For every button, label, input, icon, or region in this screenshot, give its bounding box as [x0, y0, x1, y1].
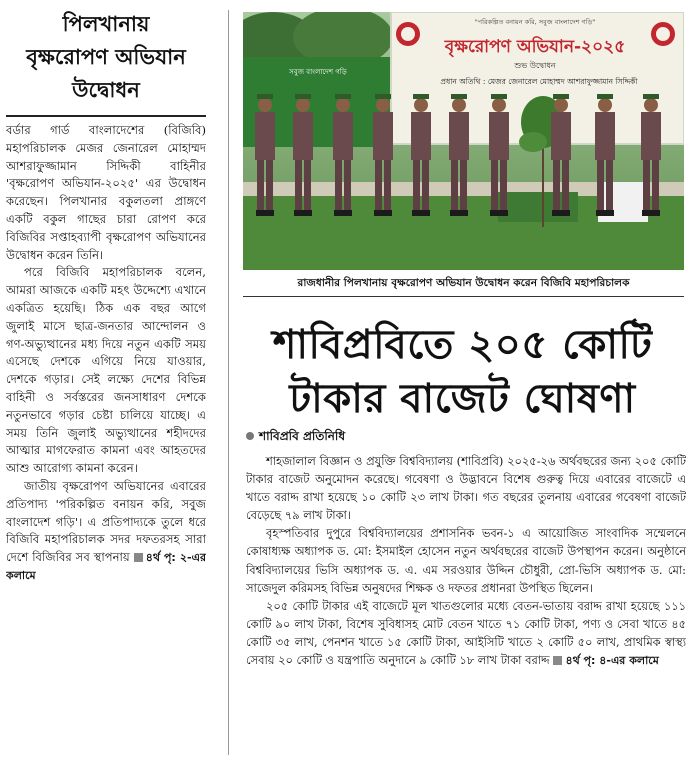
left-article-headline	[6, 8, 206, 117]
banner-title: বৃক্ষরোপণ অভিযান-২০২৫	[444, 37, 626, 57]
left-article	[6, 8, 206, 760]
byline-text: শাবিপ্রবি প্রতিনিধি	[259, 429, 346, 443]
banner-subtitle: শুভ উদ্বোধন	[514, 61, 556, 70]
main-paragraph-1: শাহজালাল বিজ্ঞান ও প্রযুক্তি বিশ্ববিদ্যালয় (শাবিপ্রবি) ২০২৫-২৬ অর্থবছরের জন্য ২০৫ কোটি টাকার বাজেট অনুমোদন করেছে। গবেষণা ও উদ্ভাবনে বিশেষ গুরুত্ব দিয়ে এবারের বাজেটে এ খাতে বরাদ্দ রাখা হয়েছে ১০ কোটি ২৩ লাখ টাকা। গত বছরের তুলনায় এবারের গবেষণা বাজেট বেড়েছে ৭৯ লাখ টাকা।	[246, 454, 686, 523]
main-paragraph-3-text: ২০৫ কোটি টাকার এই বাজেটে মূল খাতগুলোর মধ্যে বেতন-ভাতায় বরাদ্দ রাখা হয়েছে ১১১ কোটি ৯০ লাখ টাকা, বিশেষ সুবিধাসহ মোট বেতন খাতে ৭১ কোটি টাকা, পণ্য ও সেবা খাতে ৪৫ কোটি ৩৫ লাখ, পেনশন খাতে ১৫ কোটি টাকা, আইসিটি খাতে ২ কোটি ৫০ লাখ, প্রাথমিক স্বাস্থ্য সেবায় ২০ কোটি ও যন্ত্রপাতি অনুদানে ৯ কোটি ১৮ লাখ টাকা বরাদ্দ	[246, 598, 686, 668]
left-headline-line-3: উদ্বোধন	[72, 78, 140, 102]
left-paragraph-3-text: জাতীয় বৃক্ষরোপণ অভিযানের এবারের প্রতিপাদ্য 'পরিকল্পিত বনায়ন করি, সবুজ বাংলাদেশ গড়ি'। এ প্রতিপাদ্যকে তুলে ধরে বিজিবি মহাপরিচালক সদর দফতরসহ সারা দেশে বিজিবির সব স্থাপনায়	[6, 478, 206, 565]
photo-caption: রাজধানীর পিলখানায় বৃক্ষরোপণ অভিযান উদ্বোধন করেন বিজিবি মহাপরিচালক	[243, 274, 684, 297]
left-headline-line-2: বৃক্ষরোপণ অভিযান	[26, 45, 186, 69]
left-paragraph-1: বর্ডার গার্ড বাংলাদেশের (বিজিবি) মহাপরিচালক মেজর জেনারেল মোহাম্মদ আশরাফুজ্জামান সিদ্দিকী বাহিনীর 'বৃক্ষরোপণ অভিযান-২০২৫' এর উদ্বোধন করেছেন। পিলখানার বকুলতলা প্রাঙ্গণে একটি বকুল গাছের চারা রোপণ করে বিজিবির সপ্তাহব্যাপী বৃক্ষরোপণ অভিযানের উদ্বোধন করেন তিনি।	[6, 123, 206, 262]
byline	[246, 428, 686, 444]
column-divider	[228, 10, 229, 755]
main-jump-link[interactable]: ৪র্থ পৃ: ৪-এর কলামে	[565, 654, 659, 668]
left-jump-link[interactable]: ৪র্থ পৃ: ২-এর কলামে	[6, 551, 206, 582]
main-headline-line-1: শাবিপ্রবিতে ২০৫ কোটি	[272, 322, 653, 368]
main-paragraph-2: বৃহস্পতিবার দুপুরে বিশ্ববিদ্যালয়ের প্রশাসনিক ভবন-১ এ আয়োজিত সাংবাদিক সম্মেলনে কোষাধ্যক্ষ অধ্যাপক ড. মো: ইসমাইল হোসেন নতুন অর্থবছরের বাজেট উপস্থাপন করেন। অনুষ্ঠানে বিশ্ববিদ্যালয়ের ভিসি অধ্যাপক ড. এ. এম সরওয়ার উদ্দিন চৌধুরী, প্রো-ভিসি অধ্যাপক ড. মো: সাজেদুল করিমসহ বিভিন্ন অনুষদের শিক্ষক ও দফতর প্রধানরা উপস্থিত ছিলেন।	[246, 526, 686, 595]
main-headline-line-2: টাকার বাজেট ঘোষণা	[289, 376, 636, 422]
main-paragraph-3	[246, 597, 686, 670]
banner-top-line: "পরিকল্পিত বনায়ন করি, সবুজ বাংলাদেশ গড়ি"	[474, 18, 596, 26]
left-headline-line-1: পিলখানায়	[62, 12, 150, 36]
bullet-icon	[246, 432, 254, 440]
left-banner-text: সবুজ বাংলাদেশ গড়ি	[289, 68, 347, 76]
main-article-body	[246, 452, 686, 758]
left-paragraph-3	[6, 478, 206, 585]
left-paragraph-2: পরে বিজিবি মহাপরিচালক বলেন, আমরা আজকে একটি মহৎ উদ্দেশ্যে এখানে একত্রিত হয়েছি। ঠিক এক বছর আগে জুলাই মাসে ছাত্র-জনতার আন্দোলন ও গণ-অভ্যুত্থানের মধ্য দিয়ে নতুন একটি সময় এসেছে দেশকে এগিয়ে নিয়ে যাওয়ার, দেশকে গড়ার। সেই লক্ষ্যে দেশের বিভিন্ন বাহিনী ও সর্বস্তরের জনসাধারণ দেশকে নতুনভাবে গড়ার চেষ্টা চালিয়ে যাচ্ছে। এ সময় তিনি জুলাই অভ্যুত্থানের শহীদদের আত্মার মাগফেরাত কামনা এবং আহতদের আশু আরোগ্য কামনা করেন।	[6, 265, 206, 476]
main-article-headline	[240, 318, 685, 426]
jump-square-icon	[134, 553, 143, 562]
event-photo-illustration	[243, 12, 684, 270]
jump-square-icon	[553, 656, 562, 665]
event-photo	[243, 12, 684, 270]
banner-guest: প্রধান অতিথি : মেজর জেনারেল মোহাম্মদ আশরাফুজ্জামান সিদ্দিকী	[440, 77, 638, 86]
